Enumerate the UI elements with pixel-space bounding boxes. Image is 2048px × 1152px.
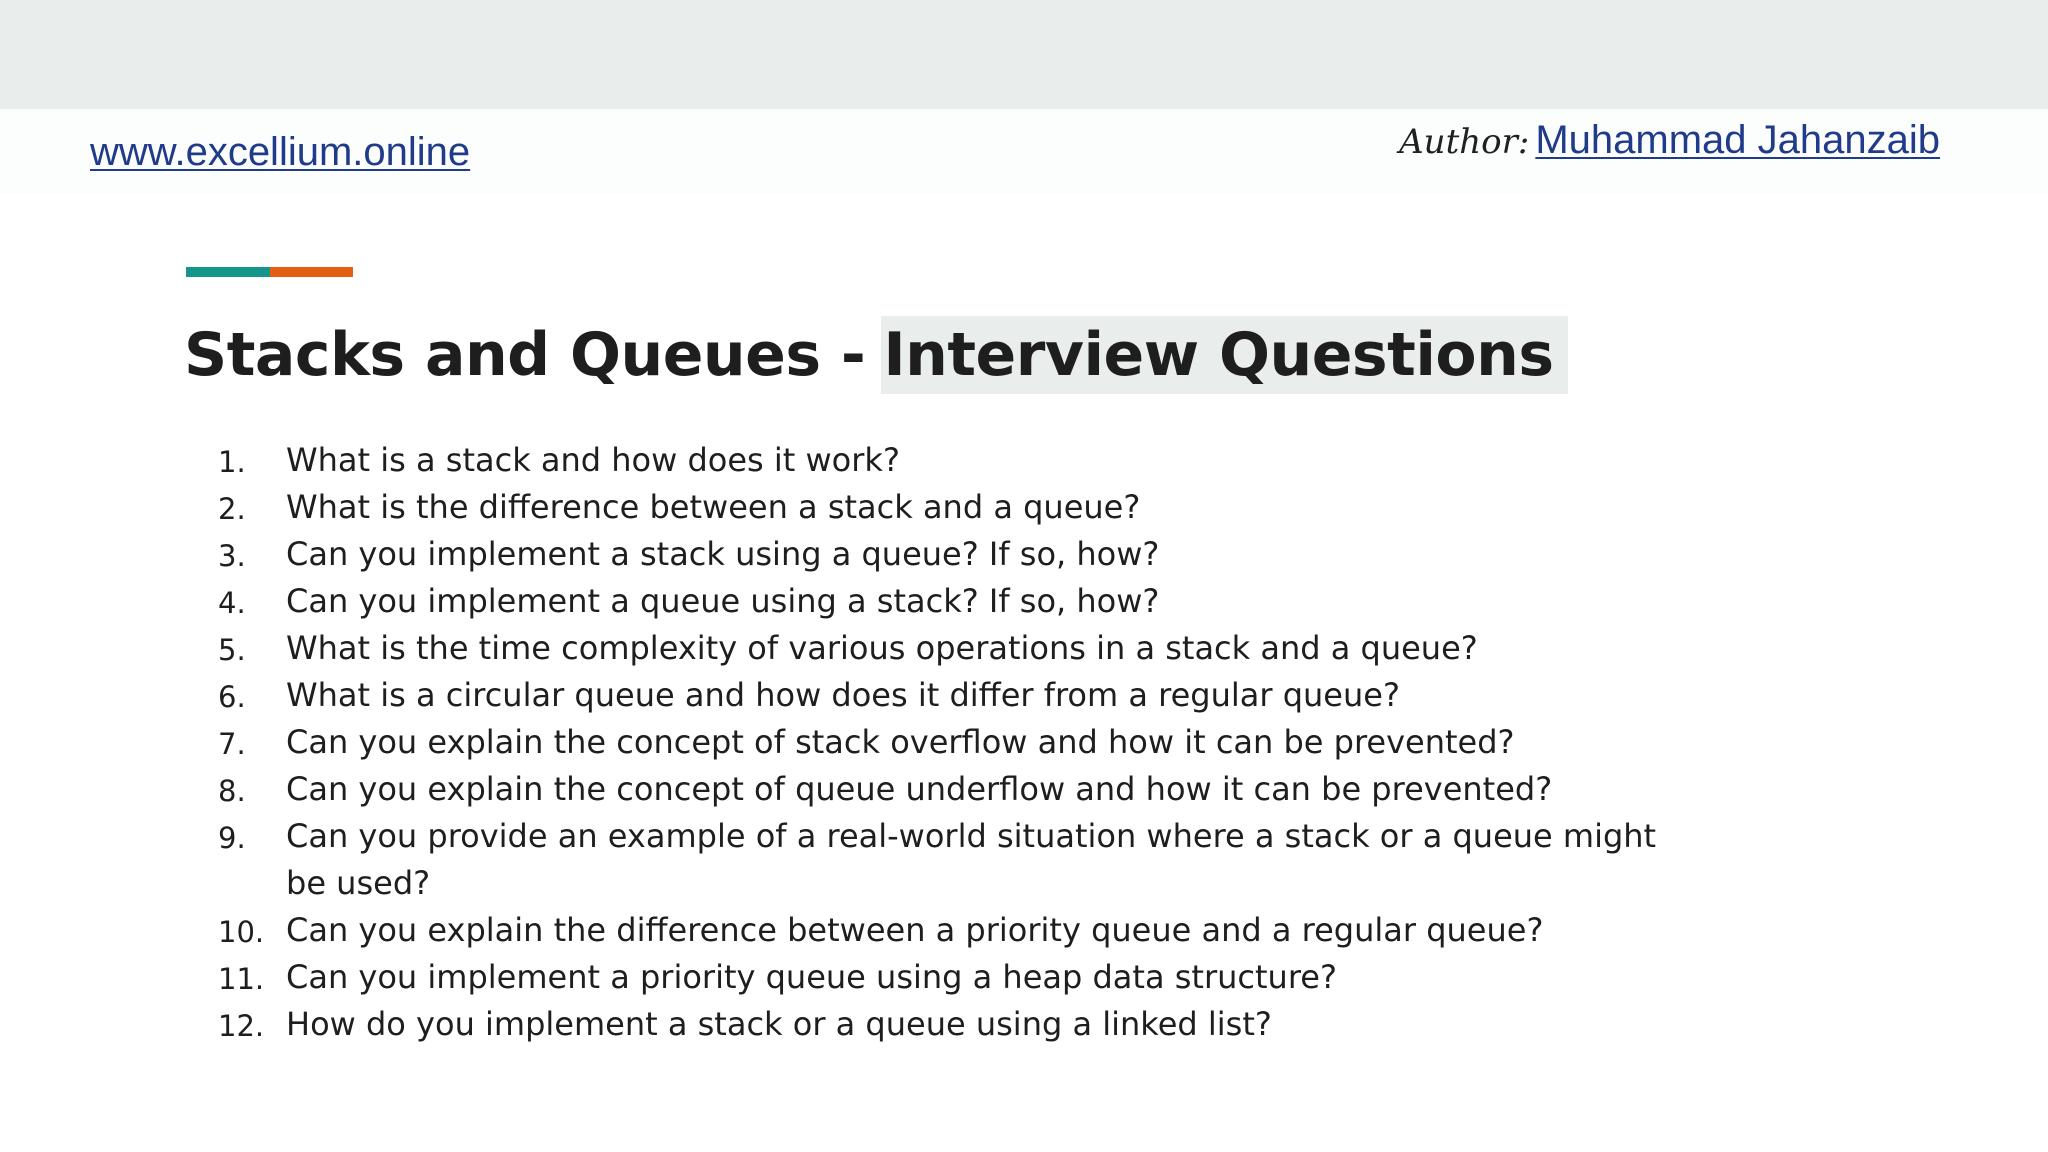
author-name-link[interactable]: Muhammad Jahanzaib — [1535, 118, 1940, 162]
accent-bar — [186, 267, 353, 277]
list-item-number: 8. — [218, 774, 246, 808]
title-highlight: Interview Questions — [881, 316, 1567, 394]
list-item-text: Can you implement a priority queue using a heap data structure? — [286, 958, 1337, 996]
list-item-number: 5. — [218, 633, 246, 667]
accent-bar-teal — [186, 267, 270, 277]
page-title — [184, 316, 1568, 394]
list-item — [0, 672, 1686, 719]
list-item-number: 12. — [218, 1009, 265, 1043]
list-item — [0, 625, 1686, 672]
author-block — [1399, 118, 1940, 170]
list-item — [0, 484, 1686, 531]
questions-list — [0, 437, 1686, 1048]
list-item-number: 1. — [218, 445, 246, 479]
list-item-text: What is the difference between a stack and a queue? — [286, 488, 1141, 526]
list-item-text: Can you explain the concept of stack overflow and how it can be prevented? — [286, 723, 1515, 761]
list-item — [0, 719, 1686, 766]
list-item-number: 7. — [218, 727, 246, 761]
list-item — [0, 1001, 1686, 1048]
list-item-number: 6. — [218, 680, 246, 714]
list-item-text: Can you explain the difference between a priority queue and a regular queue? — [286, 911, 1544, 949]
accent-bar-orange — [270, 267, 353, 277]
list-item — [0, 907, 1686, 954]
list-item-number: 2. — [218, 492, 246, 526]
list-item-text: What is a circular queue and how does it differ from a regular queue? — [286, 676, 1400, 714]
list-item — [0, 954, 1686, 1001]
list-item — [0, 437, 1686, 484]
list-item-text: Can you implement a queue using a stack? If so, how? — [286, 582, 1160, 620]
title-main: Stacks and Queues - — [184, 320, 866, 390]
list-item — [0, 766, 1686, 813]
list-item-number: 9. — [218, 821, 246, 855]
list-item-text: Can you provide an example of a real-world situation where a stack or a queue might be used? — [286, 817, 1657, 902]
author-label: Author: — [1399, 122, 1530, 162]
list-item-text: Can you implement a stack using a queue? If so, how? — [286, 535, 1160, 573]
top-band — [0, 0, 2048, 109]
list-item — [0, 813, 1686, 907]
list-item-number: 11. — [218, 962, 265, 996]
list-item-number: 3. — [218, 539, 246, 573]
list-item-text: What is the time complexity of various operations in a stack and a queue? — [286, 629, 1478, 667]
list-item-text: What is a stack and how does it work? — [286, 441, 900, 479]
list-item-text: Can you explain the concept of queue underflow and how it can be prevented? — [286, 770, 1553, 808]
list-item-number: 4. — [218, 586, 246, 620]
list-item-text: How do you implement a stack or a queue using a linked list? — [286, 1005, 1272, 1043]
website-link[interactable]: www.excellium.online — [90, 130, 471, 174]
list-item — [0, 578, 1686, 625]
list-item — [0, 531, 1686, 578]
list-item-number: 10. — [218, 915, 265, 949]
